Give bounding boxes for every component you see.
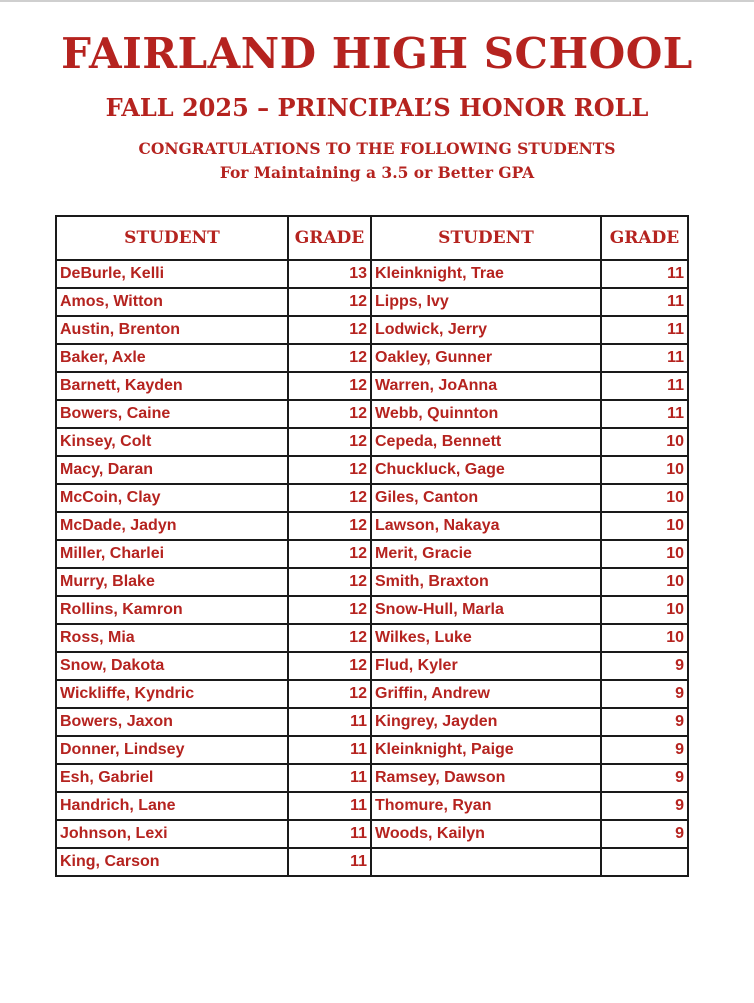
grade-cell: 11 xyxy=(601,372,688,400)
grade-cell: 10 xyxy=(601,624,688,652)
student-name-cell: Bowers, Caine xyxy=(56,400,288,428)
grade-cell: 12 xyxy=(288,484,371,512)
table-row xyxy=(56,456,688,484)
student-name-cell: Wilkes, Luke xyxy=(371,624,601,652)
student-name-cell: Griffin, Andrew xyxy=(371,680,601,708)
student-name-cell: Miller, Charlei xyxy=(56,540,288,568)
grade-cell: 9 xyxy=(601,764,688,792)
student-name-cell: Woods, Kailyn xyxy=(371,820,601,848)
student-name-cell: Baker, Axle xyxy=(56,344,288,372)
grade-cell: 11 xyxy=(288,764,371,792)
grade-cell: 12 xyxy=(288,512,371,540)
grade-cell: 11 xyxy=(601,400,688,428)
student-name-cell: Esh, Gabriel xyxy=(56,764,288,792)
student-name-cell: Flud, Kyler xyxy=(371,652,601,680)
header-grade-right: GRADE xyxy=(601,216,688,260)
grade-cell xyxy=(601,848,688,876)
table-row xyxy=(56,708,688,736)
student-name-cell: Snow-Hull, Marla xyxy=(371,596,601,624)
table-row xyxy=(56,764,688,792)
header-grade-left: GRADE xyxy=(288,216,371,260)
grade-cell: 11 xyxy=(601,260,688,288)
student-name-cell: Rollins, Kamron xyxy=(56,596,288,624)
table-row xyxy=(56,596,688,624)
student-name-cell: Barnett, Kayden xyxy=(56,372,288,400)
table-row xyxy=(56,288,688,316)
grade-cell: 13 xyxy=(288,260,371,288)
table-row xyxy=(56,680,688,708)
grade-cell: 12 xyxy=(288,568,371,596)
grade-cell: 12 xyxy=(288,400,371,428)
grade-cell: 9 xyxy=(601,680,688,708)
top-divider xyxy=(0,0,754,2)
grade-cell: 12 xyxy=(288,288,371,316)
grade-cell: 9 xyxy=(601,820,688,848)
table-row xyxy=(56,652,688,680)
student-name-cell: Kinsey, Colt xyxy=(56,428,288,456)
student-name-cell: Warren, JoAnna xyxy=(371,372,601,400)
student-name-cell: Lipps, Ivy xyxy=(371,288,601,316)
grade-cell: 9 xyxy=(601,652,688,680)
student-name-cell: Ramsey, Dawson xyxy=(371,764,601,792)
table-row xyxy=(56,260,688,288)
table-row xyxy=(56,344,688,372)
student-name-cell xyxy=(371,848,601,876)
grade-cell: 11 xyxy=(288,848,371,876)
grade-cell: 10 xyxy=(601,456,688,484)
grade-cell: 10 xyxy=(601,568,688,596)
student-name-cell: Giles, Canton xyxy=(371,484,601,512)
grade-cell: 10 xyxy=(601,428,688,456)
student-name-cell: Snow, Dakota xyxy=(56,652,288,680)
student-name-cell: Kleinknight, Trae xyxy=(371,260,601,288)
table-row xyxy=(56,792,688,820)
student-name-cell: Smith, Braxton xyxy=(371,568,601,596)
table-row xyxy=(56,400,688,428)
grade-cell: 11 xyxy=(601,288,688,316)
student-name-cell: Chuckluck, Gage xyxy=(371,456,601,484)
student-name-cell: Austin, Brenton xyxy=(56,316,288,344)
honor-roll-table xyxy=(55,215,689,877)
student-name-cell: Macy, Daran xyxy=(56,456,288,484)
grade-cell: 11 xyxy=(288,736,371,764)
grade-cell: 12 xyxy=(288,652,371,680)
grade-cell: 12 xyxy=(288,428,371,456)
grade-cell: 12 xyxy=(288,316,371,344)
table-row xyxy=(56,848,688,876)
table-row xyxy=(56,540,688,568)
table-row xyxy=(56,484,688,512)
grade-cell: 11 xyxy=(288,820,371,848)
grade-cell: 11 xyxy=(288,792,371,820)
table-body xyxy=(56,260,688,876)
student-name-cell: Thomure, Ryan xyxy=(371,792,601,820)
grade-cell: 12 xyxy=(288,596,371,624)
grade-cell: 10 xyxy=(601,596,688,624)
student-name-cell: King, Carson xyxy=(56,848,288,876)
table-row xyxy=(56,428,688,456)
student-name-cell: Oakley, Gunner xyxy=(371,344,601,372)
student-name-cell: Bowers, Jaxon xyxy=(56,708,288,736)
congratulations-line: CONGRATULATIONS TO THE FOLLOWING STUDENTS xyxy=(138,139,616,158)
grade-cell: 11 xyxy=(601,344,688,372)
student-name-cell: Kleinknight, Paige xyxy=(371,736,601,764)
grade-cell: 9 xyxy=(601,708,688,736)
grade-cell: 9 xyxy=(601,792,688,820)
student-name-cell: McDade, Jadyn xyxy=(56,512,288,540)
grade-cell: 10 xyxy=(601,484,688,512)
table-row xyxy=(56,372,688,400)
table-row xyxy=(56,736,688,764)
student-name-cell: Donner, Lindsey xyxy=(56,736,288,764)
grade-cell: 12 xyxy=(288,456,371,484)
grade-cell: 9 xyxy=(601,736,688,764)
grade-cell: 11 xyxy=(288,708,371,736)
student-name-cell: Kingrey, Jayden xyxy=(371,708,601,736)
table-row xyxy=(56,512,688,540)
student-name-cell: Merit, Gracie xyxy=(371,540,601,568)
header-student-right: STUDENT xyxy=(371,216,601,260)
table-row xyxy=(56,316,688,344)
grade-cell: 12 xyxy=(288,624,371,652)
grade-cell: 10 xyxy=(601,540,688,568)
school-name: FAIRLAND HIGH SCHOOL xyxy=(61,29,693,78)
student-name-cell: Wickliffe, Kyndric xyxy=(56,680,288,708)
student-name-cell: Ross, Mia xyxy=(56,624,288,652)
student-name-cell: Amos, Witton xyxy=(56,288,288,316)
grade-cell: 12 xyxy=(288,344,371,372)
grade-cell: 12 xyxy=(288,372,371,400)
table-row xyxy=(56,568,688,596)
table-row xyxy=(56,624,688,652)
student-name-cell: McCoin, Clay xyxy=(56,484,288,512)
student-name-cell: Handrich, Lane xyxy=(56,792,288,820)
grade-cell: 12 xyxy=(288,680,371,708)
student-name-cell: Lodwick, Jerry xyxy=(371,316,601,344)
student-name-cell: Webb, Quinnton xyxy=(371,400,601,428)
student-name-cell: Lawson, Nakaya xyxy=(371,512,601,540)
table-row xyxy=(56,820,688,848)
student-name-cell: DeBurle, Kelli xyxy=(56,260,288,288)
honor-roll-title: FALL 2025 – PRINCIPAL’S HONOR ROLL xyxy=(105,93,649,122)
header-student-left: STUDENT xyxy=(56,216,288,260)
grade-cell: 10 xyxy=(601,512,688,540)
student-name-cell: Murry, Blake xyxy=(56,568,288,596)
table-header-row xyxy=(56,216,688,260)
gpa-requirement-line: For Maintaining a 3.5 or Better GPA xyxy=(219,163,535,182)
student-name-cell: Cepeda, Bennett xyxy=(371,428,601,456)
grade-cell: 11 xyxy=(601,316,688,344)
grade-cell: 12 xyxy=(288,540,371,568)
student-name-cell: Johnson, Lexi xyxy=(56,820,288,848)
